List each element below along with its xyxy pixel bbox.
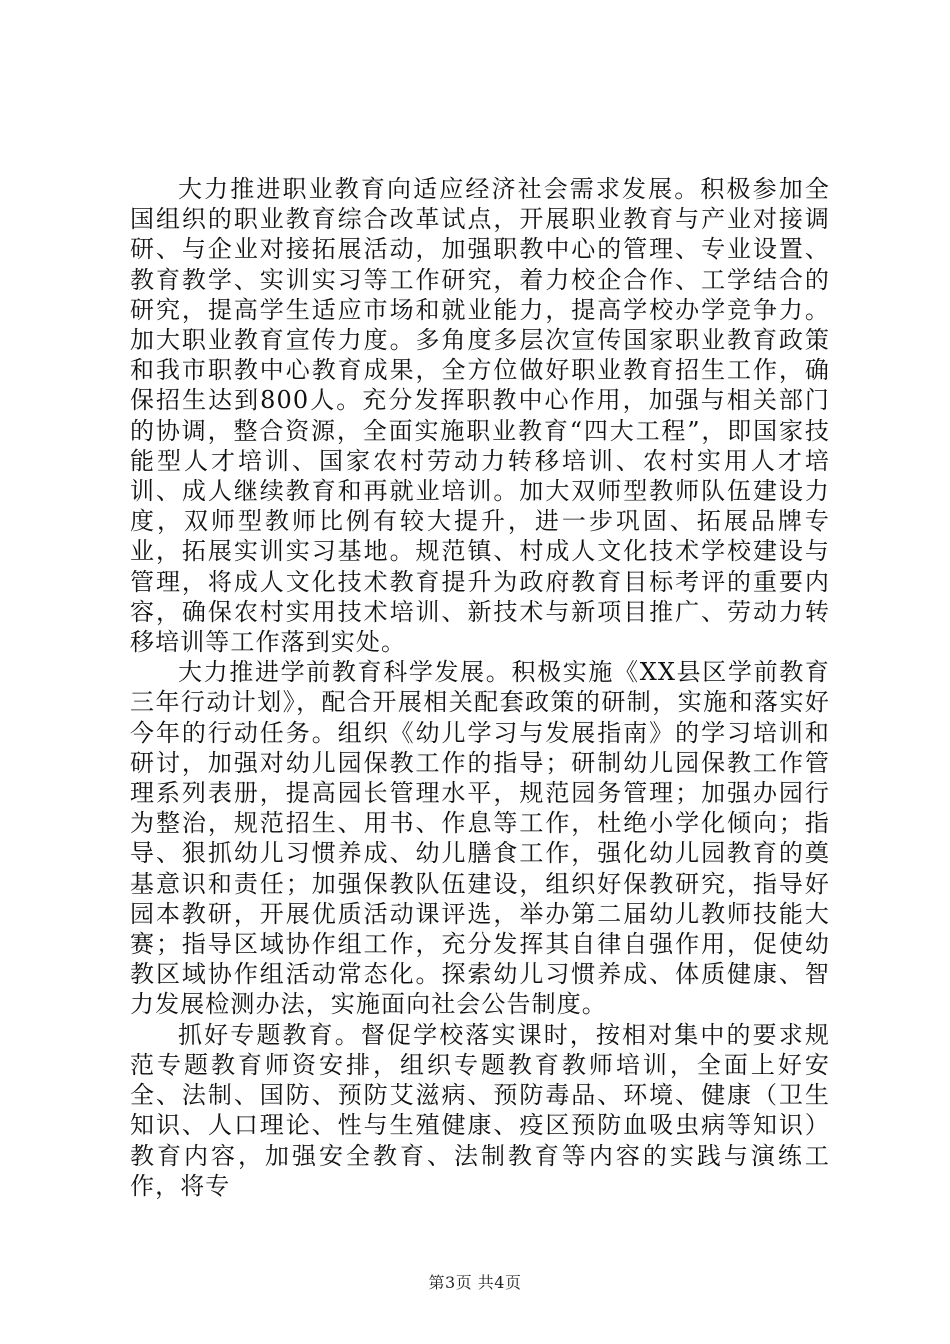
paragraph-vocational-education: 大力推进职业教育向适应经济社会需求发展。积极参加全国组织的职业教育综合改革试点，开展职业教育与产业对接调研、与企业对接拓展活动，加强职教中心的管理、专业设置、教育教学、实训实习等工作研究，着力校企合作、工学结合的研究，提高学生适应市场和就业能力，提高学校办学竞争力。加大职业教育宣传力度。多角度多层次宣传国家职业教育政策和我市职教中心教育成果，全方位做好职业教育招生工作，确保招生达到800人。充分发挥职教中心作用，加强与相关部门的协调，整合资源，全面实施职业教育“四大工程”，即国家技能型人才培训、国家农村劳动力转移培训、农村实用人才培训、成人继续教育和再就业培训。加大双师型教师队伍建设力度，双师型教师比例有较大提升，进一步巩固、拓展品牌专业，拓展实训实习基地。规范镇、村成人文化技术学校建设与管理，将成人文化技术教育提升为政府教育目标考评的重要内容，确保农村实用技术培训、新技术与新项目推广、劳动力转移培训等工作落到实处。 xyxy=(130,175,830,657)
paragraph-topic-education: 抓好专题教育。督促学校落实课时，按相对集中的要求规范专题教育师资安排，组织专题教育教师培训，全面上好安全、法制、国防、预防艾滋病、预防毒品、环境、健康（卫生知识、人口理论、性与生殖健康、疫区预防血吸虫病等知识）教育内容，加强安全教育、法制教育等内容的实践与演练工作，将专 xyxy=(130,1020,830,1200)
document-body xyxy=(130,174,830,1201)
paragraph-preschool-education: 大力推进学前教育科学发展。积极实施《XX县区学前教育三年行动计划》，配合开展相关配套政策的研制，实施和落实好今年的行动任务。组织《幼儿学习与发展指南》的学习培训和研讨，加强对幼儿园保教工作的指导；研制幼儿园保教工作管理系列表册，提高园长管理水平，规范园务管理；加强办园行为整治，规范招生、用书、作息等工作，杜绝小学化倾向；指导、狠抓幼儿习惯养成、幼儿膳食工作，强化幼儿园教育的奠基意识和责任；加强保教队伍建设，组织好保教研究，指导好园本教研，开展优质活动课评选，举办第二届幼儿教师技能大赛；指导区域协作组工作，充分发挥其自律自强作用，促使幼教区域协作组活动常态化。探索幼儿习惯养成、体质健康、智力发展检测办法，实施面向社会公告制度。 xyxy=(130,658,830,1019)
page-number-footer: 第3页 共4页 xyxy=(428,1273,522,1292)
